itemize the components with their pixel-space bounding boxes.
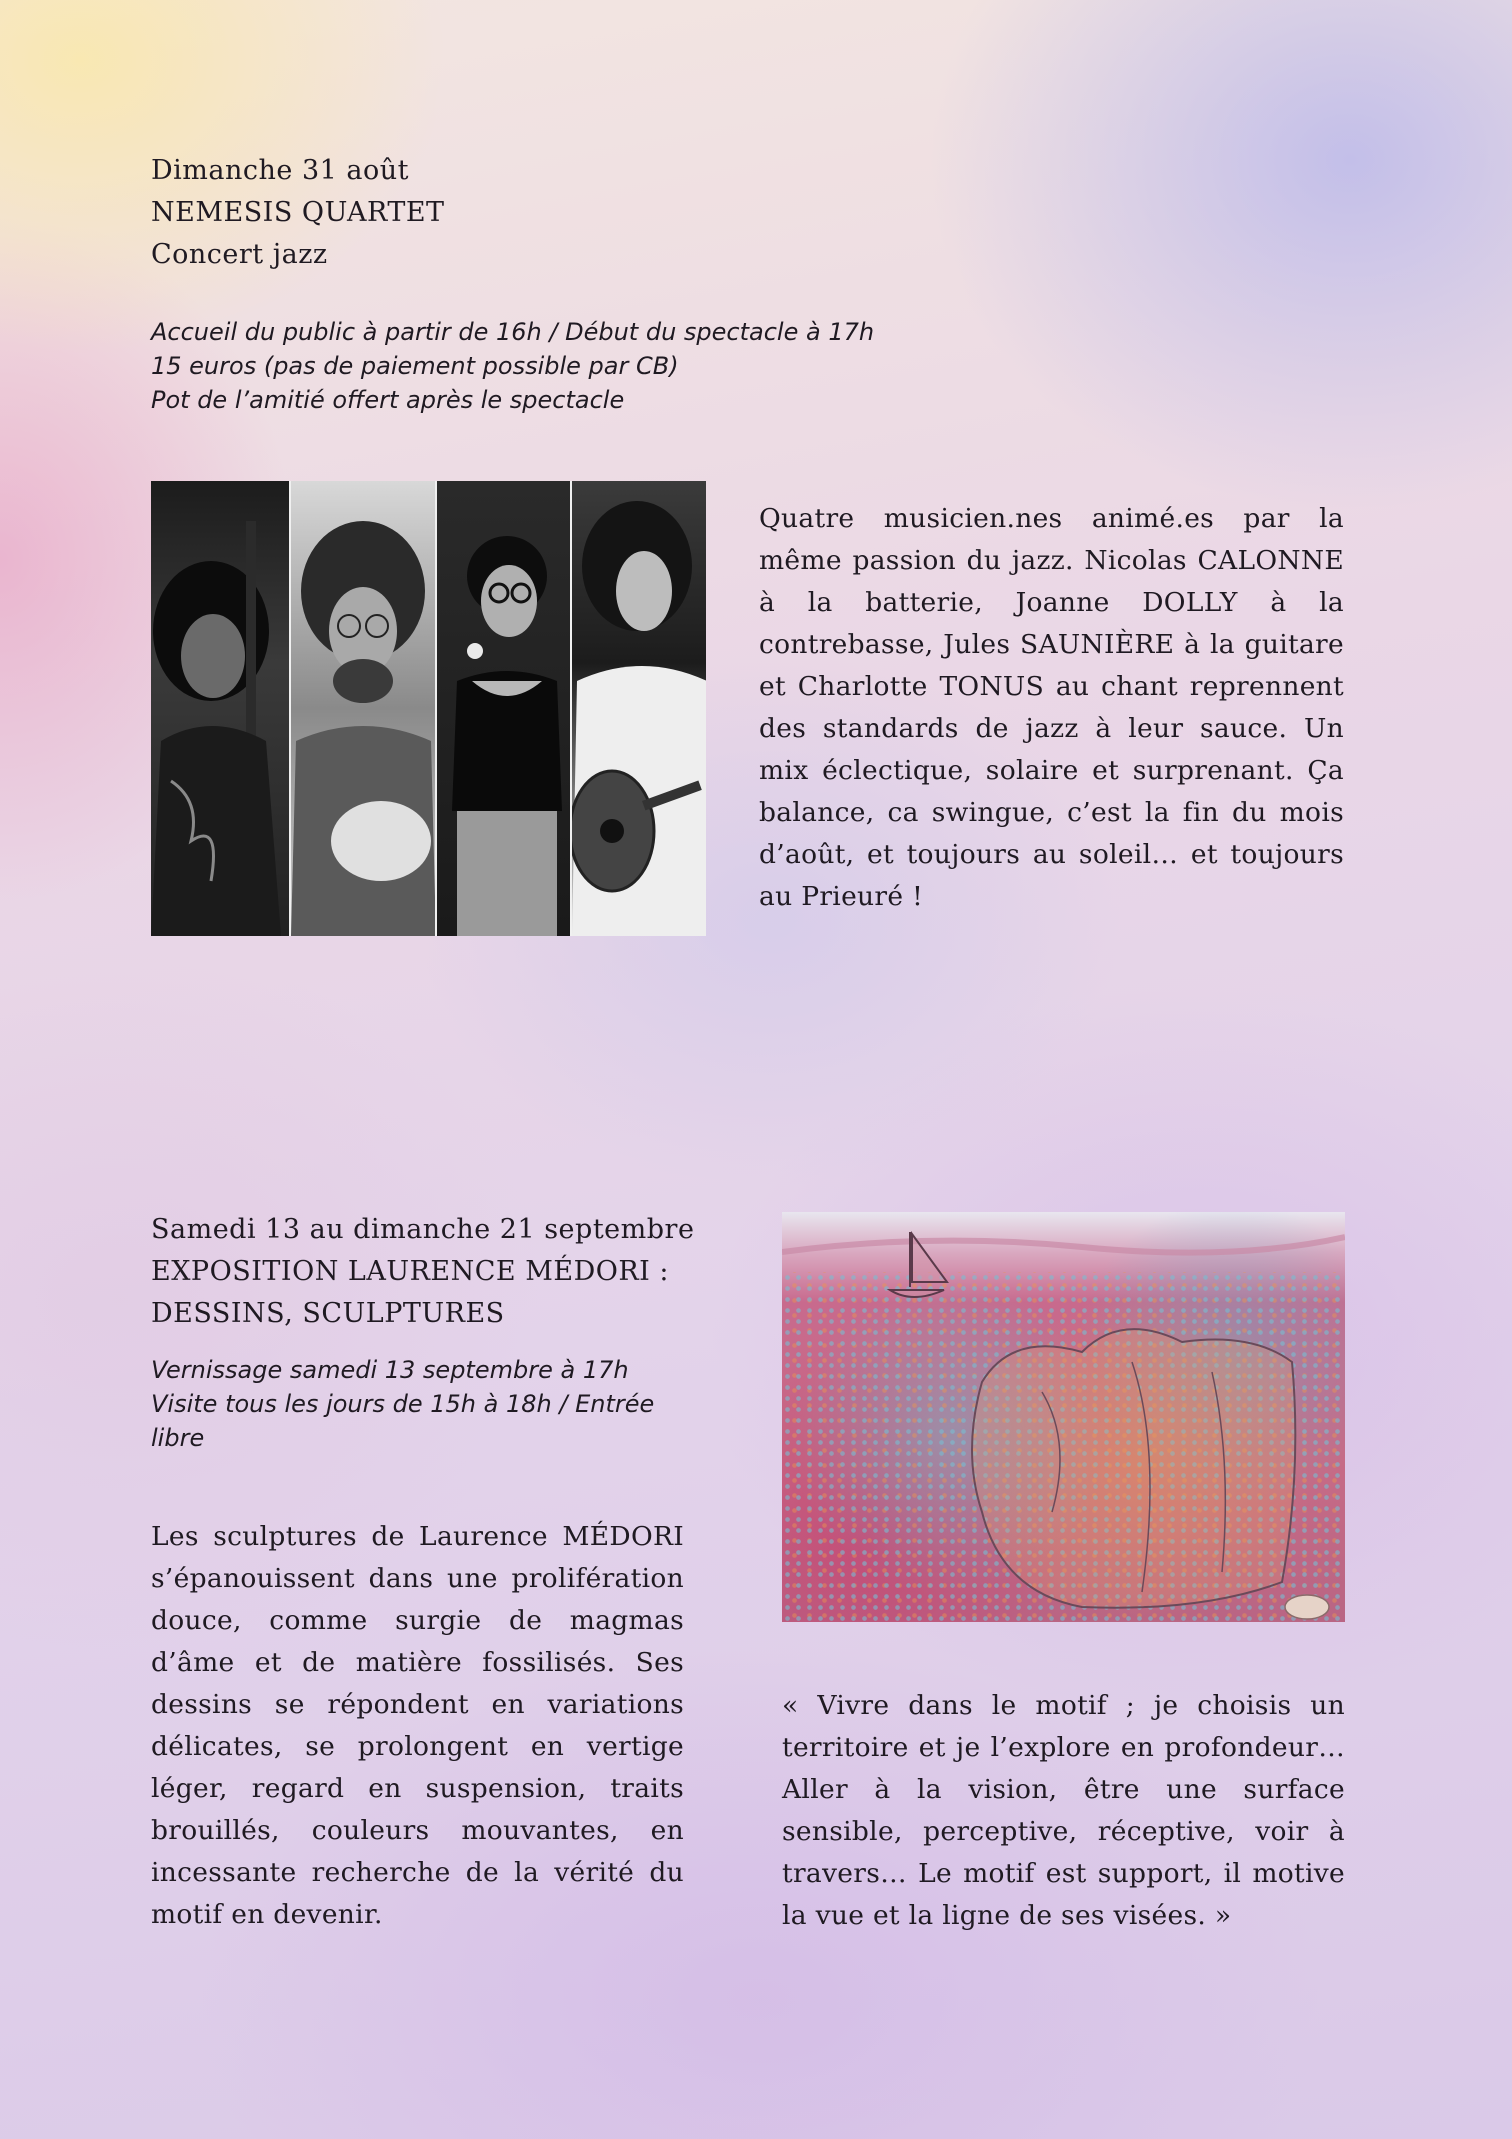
event2-info [151, 1353, 691, 1455]
exhibition-quote: « Vivre dans le motif ; je choisis un territoire et je l’explore en profondeur… Aller à la vision, être une surface sensible, perceptive, réceptive, voir à travers… Le motif est support, il motive la vue et la ligne de ses visées. » [782, 1690, 1345, 1931]
event1-subtitle: Concert jazz [151, 239, 328, 270]
event2-heading [151, 1209, 751, 1335]
photo-panel-vocalist [435, 481, 571, 936]
event1-info-line: Accueil du public à partir de 16h / Début du spectacle à 17h [151, 318, 875, 346]
event1-title: NEMESIS QUARTET [151, 197, 445, 228]
event1-info-line: Pot de l’amitié offert après le spectacle [151, 386, 625, 414]
photo-panel-guitarist [570, 481, 706, 936]
vocalist-figure [437, 481, 571, 936]
event1-info [151, 315, 1051, 417]
drummer-figure [291, 481, 434, 936]
event1-date: Dimanche 31 août [151, 155, 409, 186]
event2-title-line2: DESSINS, SCULPTURES [151, 1298, 505, 1329]
quartet-photo [151, 481, 706, 936]
photo-panel-singer [151, 481, 289, 936]
guitarist-figure [572, 481, 706, 936]
bass-player-figure [151, 481, 289, 936]
event2-description: Les sculptures de Laurence MÉDORI s’épanouissent dans une prolifération douce, comme surgie de magmas d’âme et de matière fossilisés. Ses dessins se répondent en variations délicates, se prolongent en vertige léger, regard en suspension, traits brouillés, couleurs mouvantes, en incessante recherche de la vérité du motif en devenir. [151, 1521, 684, 1930]
event2-date: Samedi 13 au dimanche 21 septembre [151, 1214, 695, 1245]
event2-info-line: Vernissage samedi 13 septembre à 17h [151, 1356, 629, 1384]
event2-info-line: Visite tous les jours de 15h à 18h / Entrée libre [151, 1390, 655, 1452]
event1-info-line: 15 euros (pas de paiement possible par CB) [151, 352, 679, 380]
artwork-drawing [782, 1212, 1345, 1622]
medori-artwork [782, 1212, 1345, 1622]
event1-heading [151, 150, 851, 276]
photo-panel-drummer [289, 481, 434, 936]
event1-description: Quatre musicien.nes animé.es par la même passion du jazz. Nicolas CALONNE à la batterie, Joanne DOLLY à la contrebasse, Jules SAUNIÈRE à la guitare et Charlotte TONUS au chant reprennent des standards de jazz à leur sauce. Un mix éclectique, solaire et surprenant. Ça balance, ca swingue, c’est la fin du mois d’août, et toujours au soleil… et toujours au Prieuré ! [759, 503, 1344, 912]
event2-title-line1: EXPOSITION LAURENCE MÉDORI : [151, 1256, 670, 1287]
